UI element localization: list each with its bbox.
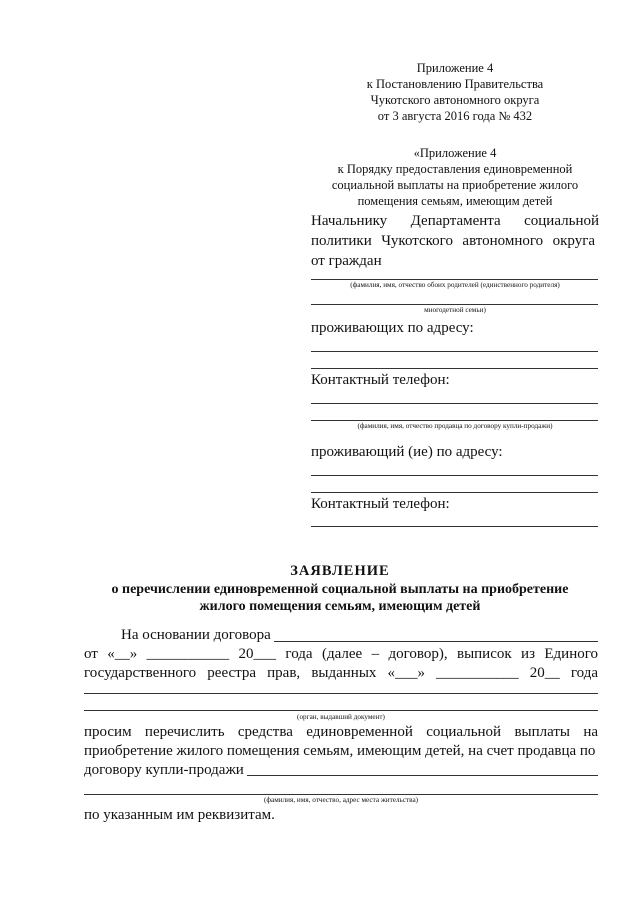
organ-line[interactable] bbox=[84, 693, 598, 694]
phone-label-1: Контактный телефон: bbox=[311, 372, 450, 388]
phone-line[interactable] bbox=[311, 403, 598, 404]
seller-caption: (фамилия, имя, отчество продавца по договору купли-продажи) bbox=[357, 422, 553, 430]
address-line[interactable] bbox=[311, 351, 598, 352]
body-word: года bbox=[570, 665, 599, 681]
addressee-block bbox=[311, 211, 599, 271]
annex-inner-line: к Порядку предоставления единовременной bbox=[337, 162, 573, 176]
annex-line: Чукотского автономного округа bbox=[370, 93, 540, 107]
body-word: – bbox=[371, 646, 380, 662]
addressee-line-3: от граждан bbox=[311, 253, 382, 269]
seller-name-line[interactable] bbox=[311, 420, 598, 421]
body-word: ___________ bbox=[436, 665, 519, 681]
addressee-word: Начальнику bbox=[311, 213, 388, 229]
residing-label: проживающих по адресу: bbox=[311, 320, 474, 336]
body-word: выплаты bbox=[514, 724, 571, 740]
body-line-2 bbox=[84, 645, 598, 664]
annex-header bbox=[330, 60, 580, 124]
document-subtitle-1: о перечислении единовременной социальной выплаты на приобретение bbox=[111, 582, 569, 597]
address-line[interactable] bbox=[311, 368, 598, 369]
phone-label-2: Контактный телефон: bbox=[311, 496, 450, 512]
body-word: (далее bbox=[321, 646, 363, 662]
annex-inner-line: «Приложение 4 bbox=[413, 146, 497, 160]
body-word: перечислить bbox=[144, 724, 225, 740]
body-line-3 bbox=[84, 664, 598, 683]
family-caption: многодетной семьи) bbox=[424, 306, 486, 314]
body-word: договор), bbox=[388, 646, 448, 662]
organ-caption: (орган, выдавший документ) bbox=[297, 713, 385, 721]
body-word: 20___ bbox=[238, 646, 277, 662]
body-word: года bbox=[285, 646, 313, 662]
seller-full-line[interactable] bbox=[84, 794, 598, 795]
body-intro: На основании договора bbox=[121, 627, 271, 643]
body-word: просим bbox=[84, 724, 132, 740]
body-word: «__» bbox=[107, 646, 138, 662]
body-word: прав, bbox=[267, 665, 301, 681]
organ-line[interactable] bbox=[84, 710, 598, 711]
seller-full-caption: (фамилия, имя, отчество, адрес места жительства) bbox=[263, 796, 419, 804]
addressee-word: автономного bbox=[462, 233, 544, 249]
body-word: «___» bbox=[387, 665, 426, 681]
seller-contract-line[interactable] bbox=[247, 775, 598, 776]
seller-residing-label: проживающий (ие) по адресу: bbox=[311, 444, 503, 460]
body-word: единовременной bbox=[306, 724, 413, 740]
annex-line: к Постановлению Правительства bbox=[366, 77, 544, 91]
body-word: из bbox=[521, 646, 535, 662]
contract-field-line[interactable] bbox=[274, 641, 598, 642]
body-word: 20__ bbox=[529, 665, 560, 681]
body-last-line: по указанным им реквизитам. bbox=[84, 807, 275, 823]
body-word: реестра bbox=[207, 665, 257, 681]
document-subtitle-2: жилого помещения семьям, имеющим детей bbox=[199, 599, 481, 614]
parents-caption: (фамилия, имя, отчество обоих родителей (единственного родителя) bbox=[350, 281, 560, 289]
body-word: выданных bbox=[311, 665, 377, 681]
body-word: государственного bbox=[84, 665, 197, 681]
family-line[interactable] bbox=[311, 304, 598, 305]
document-title: ЗАЯВЛЕНИЕ bbox=[290, 563, 390, 579]
addressee-line-1 bbox=[311, 211, 599, 231]
body-line-5 bbox=[84, 723, 598, 742]
addressee-line-2 bbox=[311, 231, 595, 251]
addressee-word: Департамента bbox=[410, 213, 501, 229]
addressee-word: Чукотского bbox=[381, 233, 453, 249]
seller-address-line[interactable] bbox=[311, 492, 598, 493]
body-word: Единого bbox=[544, 646, 599, 662]
annex-inner bbox=[330, 145, 580, 209]
seller-address-line[interactable] bbox=[311, 475, 598, 476]
addressee-word: округа bbox=[552, 233, 596, 249]
annex-inner-line: помещения семьям, имеющим детей bbox=[357, 194, 553, 208]
body-word: от bbox=[84, 646, 98, 662]
body-word: на bbox=[583, 724, 599, 740]
annex-line: Приложение 4 bbox=[416, 61, 494, 75]
addressee-word: политики bbox=[311, 233, 372, 249]
addressee-word: социальной bbox=[524, 213, 600, 229]
parents-name-line[interactable] bbox=[311, 279, 598, 280]
body-word: ___________ bbox=[146, 646, 230, 662]
body-line-6: приобретение жилого помещения семьям, имеющим детей, на счет продавца по bbox=[84, 743, 596, 759]
body-line-7: договору купли-продажи bbox=[84, 762, 244, 778]
annex-inner-line: социальной выплаты на приобретение жилого bbox=[331, 178, 579, 192]
body-word: средства bbox=[237, 724, 293, 740]
body-word: социальной bbox=[426, 724, 502, 740]
annex-line: от 3 августа 2016 года № 432 bbox=[377, 109, 533, 123]
seller-phone-line[interactable] bbox=[311, 526, 598, 527]
body-word: выписок bbox=[456, 646, 512, 662]
